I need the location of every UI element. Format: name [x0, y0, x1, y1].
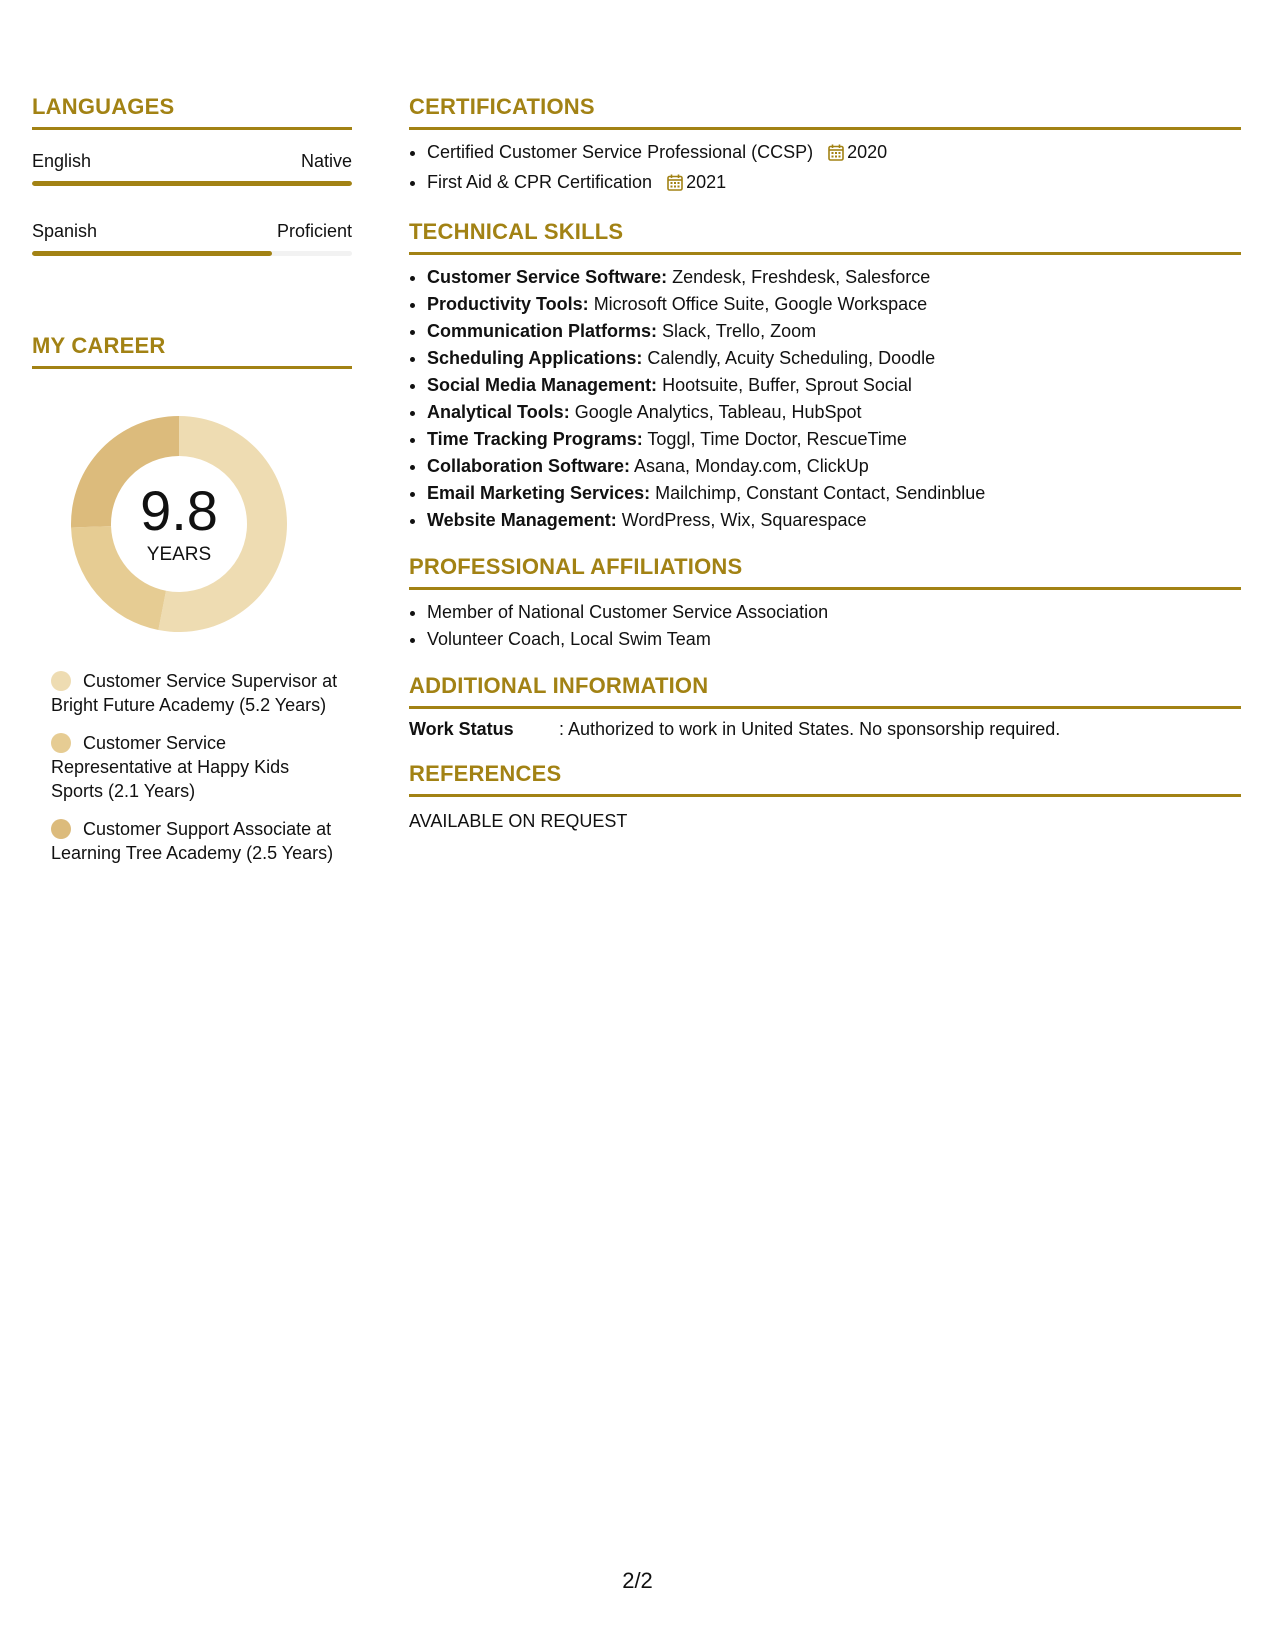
career-legend [51, 669, 341, 865]
page-number: 2/2 [622, 1568, 653, 1593]
career-title: MY CAREER [32, 333, 166, 358]
skill-item [427, 291, 1241, 318]
languages-rule [32, 127, 352, 130]
skill-label: Customer Service Software: [427, 267, 668, 287]
skill-item [427, 453, 1241, 480]
career-donut-chart [64, 409, 294, 639]
language-level-bar [32, 181, 352, 186]
skill-value: Toggl, Time Doctor, RescueTime [642, 429, 907, 449]
work-status-key: Work Status [409, 719, 514, 739]
skill-item [427, 480, 1241, 507]
skill-item [427, 426, 1241, 453]
skill-value: Zendesk, Freshdesk, Salesforce [667, 267, 931, 287]
references-rule [409, 794, 1241, 797]
additional-info-rule [409, 706, 1241, 709]
certifications-list [409, 139, 1241, 199]
technical-skills-section [409, 217, 1241, 534]
language-name: English [32, 151, 92, 171]
certifications-rule [409, 127, 1241, 130]
skill-label: Productivity Tools: [427, 294, 589, 314]
certification-item [427, 139, 1241, 169]
skill-item [427, 399, 1241, 426]
skill-label: Time Tracking Programs: [427, 429, 643, 449]
certification-name: Certified Customer Service Professional (CCSP) [427, 142, 814, 162]
languages-section [32, 92, 352, 256]
affiliations-title: PROFESSIONAL AFFILIATIONS [409, 554, 743, 579]
skill-label: Communication Platforms: [427, 321, 658, 341]
affiliations-rule [409, 587, 1241, 590]
language-level: Native [300, 151, 352, 171]
language-level-fill [32, 251, 272, 256]
work-status-row [409, 717, 1241, 741]
skill-item [427, 372, 1241, 399]
certification-item [427, 169, 1241, 199]
technical-skills-title: TECHNICAL SKILLS [409, 219, 624, 244]
skill-label: Analytical Tools: [427, 402, 570, 422]
skill-value: Hootsuite, Buffer, Sprout Social [657, 375, 912, 395]
right-column [409, 92, 1241, 851]
language-level-bar [32, 251, 352, 256]
skill-value: Mailchimp, Constant Contact, Sendinblue [650, 483, 986, 503]
work-status-value: : Authorized to work in United States. No sponsorship required. [559, 719, 1061, 739]
certifications-title: CERTIFICATIONS [409, 94, 595, 119]
references-section [409, 759, 1241, 833]
additional-info-section [409, 671, 1241, 741]
calendar-icon [667, 172, 683, 199]
career-legend-item [51, 731, 341, 803]
career-rule [32, 366, 352, 369]
skill-value: Calendly, Acuity Scheduling, Doodle [642, 348, 936, 368]
career-role-label: Customer Support Associate at Learning Tree Academy (2.5 Years) [51, 819, 334, 863]
affiliations-list [409, 599, 1241, 653]
legend-dot-icon [51, 671, 71, 691]
skill-item [427, 507, 1241, 534]
references-title: REFERENCES [409, 761, 562, 786]
skill-value: WordPress, Wix, Squarespace [616, 510, 867, 530]
language-item-english [32, 150, 352, 186]
skill-item [427, 264, 1241, 291]
career-legend-item [51, 817, 341, 865]
calendar-icon [828, 142, 844, 169]
affiliations-section [409, 552, 1241, 653]
language-level-fill [32, 181, 352, 186]
skill-item [427, 345, 1241, 372]
career-total-years: 9.8 [140, 479, 218, 542]
left-column [32, 92, 352, 879]
career-legend-item [51, 669, 341, 717]
legend-dot-icon [51, 733, 71, 753]
affiliation-item: • Volunteer Coach, Local Swim Team [427, 626, 1241, 653]
certifications-section [409, 92, 1241, 199]
skill-value: Google Analytics, Tableau, HubSpot [569, 402, 862, 422]
skill-value: Asana, Monday.com, ClickUp [630, 456, 869, 476]
language-item-spanish [32, 220, 352, 256]
references-text: AVAILABLE ON REQUEST [409, 811, 628, 831]
language-name: Spanish [32, 221, 98, 241]
skill-value: Slack, Trello, Zoom [657, 321, 817, 341]
skill-item [427, 318, 1241, 345]
certification-year: 2020 [847, 142, 888, 162]
skill-label: Collaboration Software: [427, 456, 631, 476]
career-role-label: Customer Service Supervisor at Bright Future Academy (5.2 Years) [51, 671, 338, 715]
languages-title: LANGUAGES [32, 94, 175, 119]
skill-label: Scheduling Applications: [427, 348, 643, 368]
additional-info-title: ADDITIONAL INFORMATION [409, 673, 709, 698]
skill-value: Microsoft Office Suite, Google Workspace [588, 294, 928, 314]
certification-year: 2021 [686, 172, 727, 192]
career-total-unit: YEARS [146, 544, 212, 565]
legend-dot-icon [51, 819, 71, 839]
technical-skills-rule [409, 252, 1241, 255]
affiliation-item: • Member of National Customer Service Association [427, 599, 1241, 626]
skill-label: Email Marketing Services: [427, 483, 651, 503]
certification-name: First Aid & CPR Certification [427, 172, 653, 192]
technical-skills-list [409, 264, 1241, 534]
skill-label: Website Management: [427, 510, 617, 530]
language-level: Proficient [276, 221, 352, 241]
career-section [32, 331, 352, 865]
career-role-label: Customer Service Representative at Happy Kids Sports (2.1 Years) [51, 733, 290, 801]
skill-label: Social Media Management: [427, 375, 658, 395]
